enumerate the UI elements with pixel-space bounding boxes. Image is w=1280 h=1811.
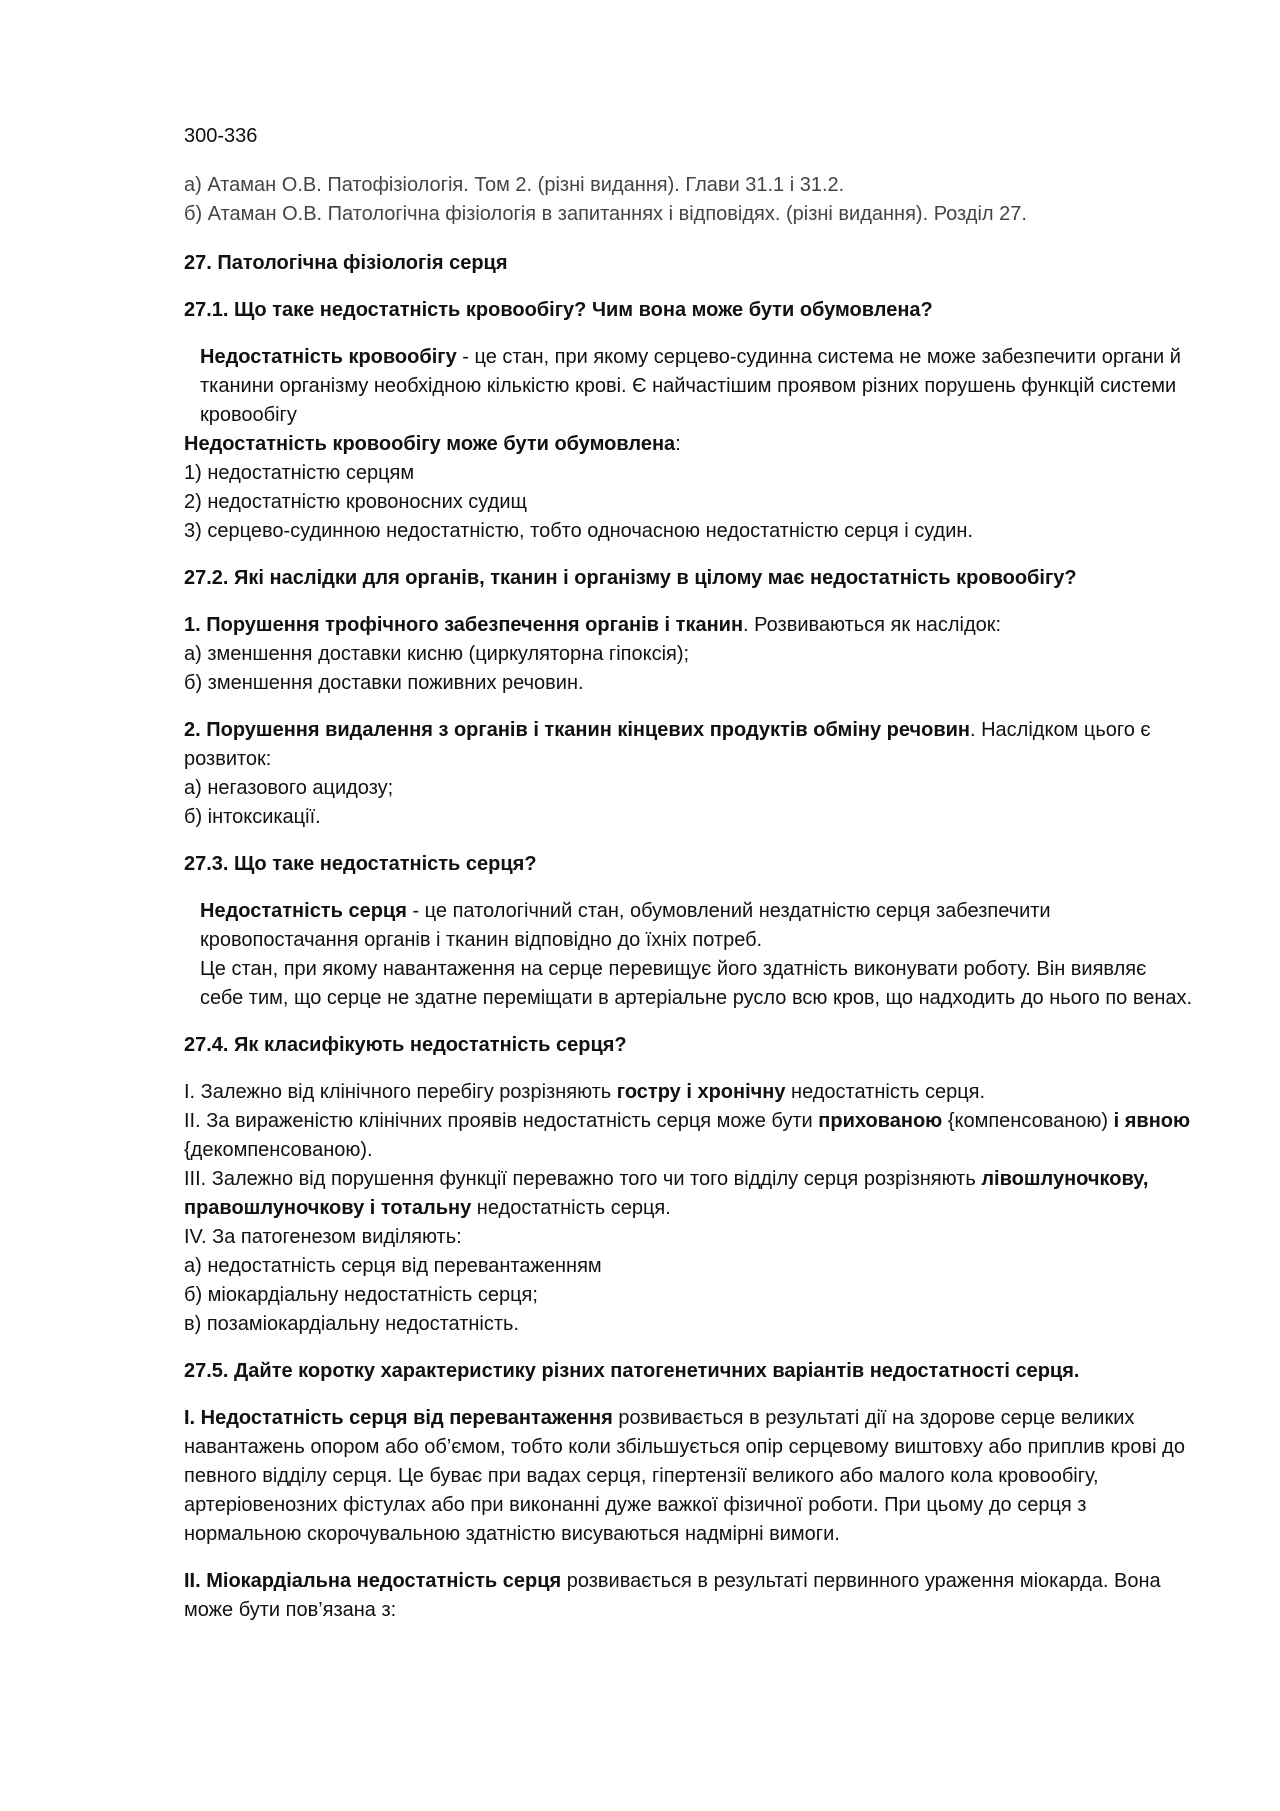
definition-term: Недостатність кровообігу — [200, 346, 457, 368]
classification-i-end: недостатність серця. — [785, 1081, 986, 1103]
consequence-1-heading: 1. Порушення трофічного забезпечення органів і тканин — [184, 614, 744, 636]
overload-heading: I. Недостатність серця від перевантаження — [184, 1407, 613, 1429]
list-item: 2) недостатністю кровоносних судищ — [184, 491, 527, 513]
classification-i-text: I. Залежно від клінічного перебігу розрізняють — [184, 1081, 617, 1103]
list-item: 1) недостатністю серцям — [184, 462, 415, 484]
classification-iv: IV. За патогенезом виділяють: — [184, 1226, 462, 1248]
heart-failure-explanation: Це стан, при якому навантаження на серце перевищує його здатність виконувати роботу. Він виявляє себе тим, що серце не здатне переміщати в артеріальне русло всю кров, що надходить до нього по венах. — [200, 958, 1193, 1009]
consequence-1 — [184, 611, 1194, 640]
classification-iii-text: III. Залежно від порушення функції переважно того чи того відділу серця розрізняють — [184, 1168, 982, 1190]
list-item: б) міокардіальну недостатність серця; — [184, 1284, 538, 1306]
classification-i-bold: гостру і хронічну — [616, 1081, 786, 1103]
classification-iii-bold: лівошлуночкову, правошлуночкову і тотальну — [184, 1168, 1149, 1219]
heart-failure-term: Недостатність серця — [200, 900, 407, 922]
causes-term: Недостатність кровообігу може бути обумовлена — [184, 433, 676, 455]
consequence-2-text: . Наслідком цього є розвиток: — [184, 719, 1151, 770]
question-27-2-title: 27.2. Які наслідки для органів, тканин і організму в цілому має недостатність кровообігу? — [184, 567, 1077, 589]
question-27-3-title: 27.3. Що таке недостатність серця? — [184, 853, 537, 875]
question-27-4-title: 27.4. Як класифікують недостатність серця? — [184, 1034, 627, 1056]
myocardial-text: розвивається в результаті первинного ураження міокарда. Вона може бути пов’язана з: — [184, 1570, 1161, 1621]
classification-iii — [184, 1165, 1194, 1223]
list-item: а) недостатність серця від перевантаженням — [184, 1255, 602, 1277]
classification-ii-end: {декомпенсованою). — [184, 1139, 373, 1161]
myocardial-heart-failure — [184, 1567, 1194, 1625]
circulatory-failure-causes — [184, 430, 1194, 459]
classification-ii-bold-2: і явною — [1113, 1110, 1191, 1132]
consequence-2-heading: 2. Порушення видалення з органів і тканин кінцевих продуктів обміну речовин — [184, 719, 970, 741]
myocardial-heading: II. Міокардіальна недостатність серця — [184, 1570, 562, 1592]
reference-b: б) Атаман О.В. Патологічна фізіологія в запитаннях і відповідях. (різні видання). Розділ 27. — [184, 203, 1027, 225]
list-item: в) позаміокардіальну недостатність. — [184, 1313, 520, 1335]
heart-failure-text: - це патологічний стан, обумовлений нездатністю серця забезпечити кровопостачання органів і тканин відповідно до їхніх потреб. — [200, 900, 1051, 951]
list-item: а) негазового ацидозу; — [184, 777, 394, 799]
list-item: а) зменшення доставки кисню (циркуляторна гіпоксія); — [184, 643, 690, 665]
consequence-2 — [184, 716, 1194, 774]
classification-ii-bold-1: прихованою — [818, 1110, 943, 1132]
causes-colon: : — [675, 433, 681, 455]
classification-ii-mid: {компенсованою) — [942, 1110, 1114, 1132]
classification-iii-end: недостатність серця. — [471, 1197, 671, 1219]
classification-ii — [184, 1107, 1194, 1165]
chapter-title: 27. Патологічна фізіологія серця — [184, 252, 508, 274]
consequence-1-text: . Розвиваються як наслідок: — [743, 614, 1002, 636]
page-number: 300-336 — [184, 125, 258, 147]
reference-a: а) Атаман О.В. Патофізіологія. Том 2. (різні видання). Глави 31.1 і 31.2. — [184, 174, 845, 196]
classification-i — [184, 1078, 1194, 1107]
overload-heart-failure — [184, 1404, 1194, 1549]
list-item: б) інтоксикації. — [184, 806, 321, 828]
heart-failure-definition — [184, 897, 1194, 955]
circulatory-failure-definition — [184, 343, 1194, 430]
question-27-1-title: 27.1. Що таке недостатність кровообігу? Чим вона може бути обумовлена? — [184, 299, 933, 321]
list-item: б) зменшення доставки поживних речовин. — [184, 672, 584, 694]
question-27-5-title: 27.5. Дайте коротку характеристику різних патогенетичних варіантів недостатності серця. — [184, 1360, 1080, 1382]
definition-text: - це стан, при якому серцево-судинна система не може забезпечити органи й тканини організму необхідною кількістю крові. Є найчастішим проявом різних порушень функцій системи кровообігу — [200, 346, 1181, 426]
document-page — [184, 122, 1194, 1625]
list-item: 3) серцево-судинною недостатністю, тобто одночасною недостатністю серця і судин. — [184, 520, 973, 542]
overload-text: розвивається в результаті дії на здорове серце великих навантажень опором або об’ємом, тобто коли збільшується опір серцевому виштовху або приплив крові до певного відділу серця. Це буває при вадах серця, гіпертензії великого або малого кола кровообігу, артеріовенозних фістулах або при виконанні дуже важкої фізичної роботи. При цьому до серця з нормальною скорочувальною здатністю висуваються надмірні вимоги. — [184, 1407, 1185, 1545]
classification-ii-text: II. За вираженістю клінічних проявів недостатність серця може бути — [184, 1110, 819, 1132]
references — [184, 171, 1194, 229]
